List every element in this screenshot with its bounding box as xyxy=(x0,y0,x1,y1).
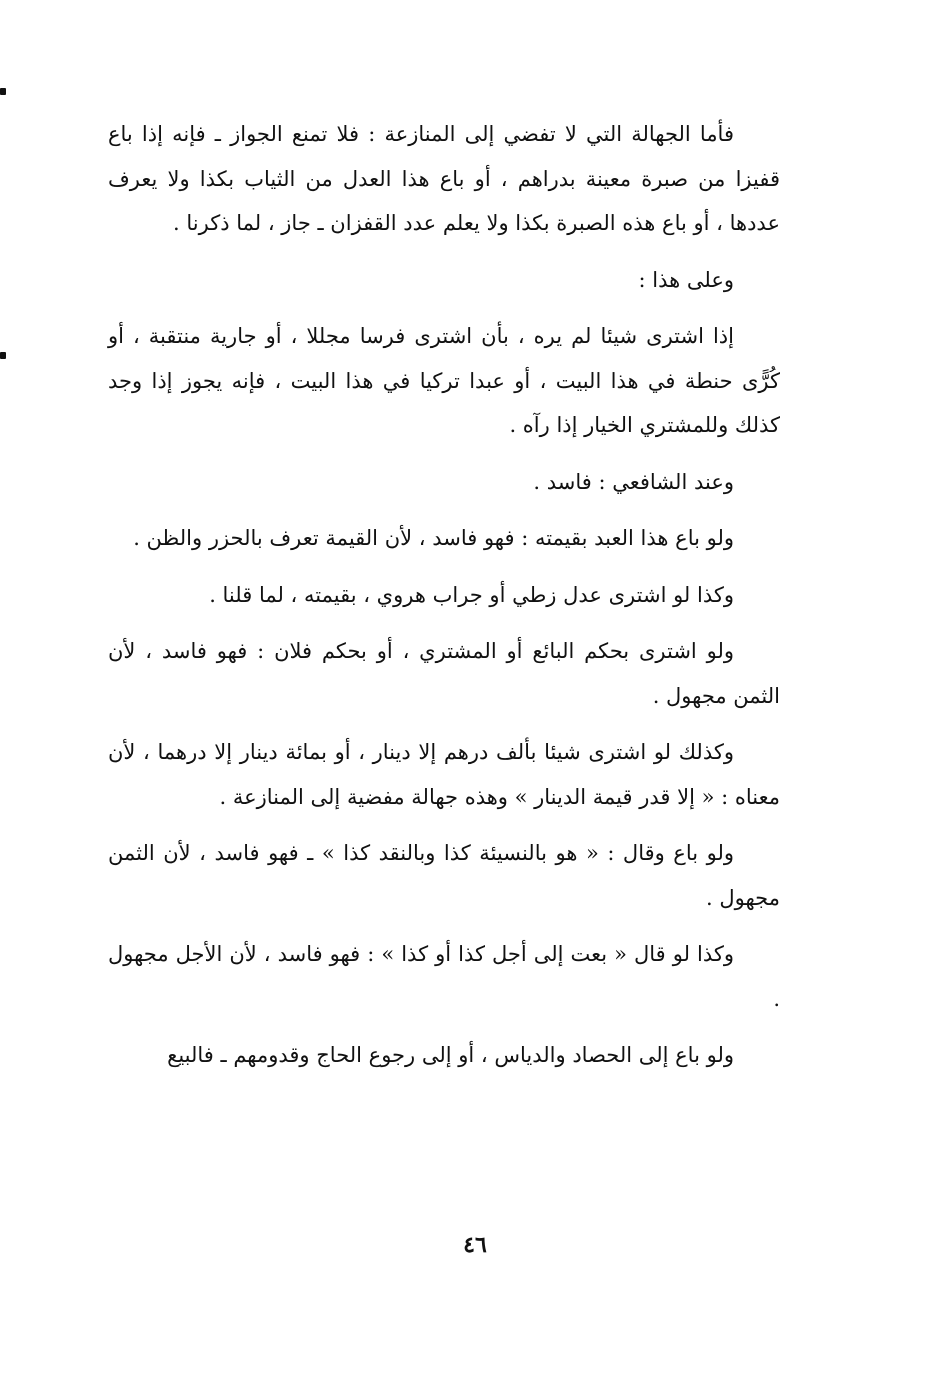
paragraph-10: وكذا لو قال « بعت إلى أجل كذا أو كذا » : فهو فاسد ، لأن الأجل مجهول . xyxy=(108,942,780,1011)
paragraph-4: وعند الشافعي : فاسد . xyxy=(533,469,734,494)
scan-edge-mark xyxy=(0,88,6,95)
paragraph-11: ولو باع إلى الحصاد والدياس ، أو إلى رجوع الحاج وقدومهم ـ فالبيع xyxy=(167,1043,734,1067)
paragraph-7: ولو اشترى بحكم البائع أو المشتري ، أو بحكم فلان : فهو فاسد ، لأن الثمن مجهول . xyxy=(108,639,780,708)
paragraph-3: إذا اشترى شيئا لم يره ، بأن اشترى فرسا مجللا ، أو جارية منتقبة ، أو كُرًّى حنطة في هذا البيت ، أو عبدا تركيا في هذا البيت ، فإنه يجوز إذا وجد كذلك وللمشتري الخيار إذا رآه . xyxy=(108,324,780,437)
paragraph-8: وكذلك لو اشترى شيئا بألف درهم إلا دينار ، أو بمائة دينار إلا درهما ، لأن معناه : « إلا قدر قيمة الدينار » وهذه جهالة مفضية إلى المنازعة . xyxy=(108,740,780,809)
paragraph-6: وكذا لو اشترى عدل زطي أو جراب هروي ، بقيمته ، لما قلنا . xyxy=(209,582,734,607)
paragraph-2: وعلى هذا : xyxy=(638,267,734,292)
paragraph-5: ولو باع هذا العبد بقيمته : فهو فاسد ، لأن القيمة تعرف بالحزر والظن . xyxy=(133,526,734,550)
scan-edge-mark xyxy=(0,352,6,359)
main-text xyxy=(108,112,780,1078)
page-number: ٤٦ xyxy=(463,1232,487,1258)
paragraph-9: ولو باع وقال : « هو بالنسيئة كذا وبالنقد كذا » ـ فهو فاسد ، لأن الثمن مجهول . xyxy=(108,841,780,910)
paragraph-1: فأما الجهالة التي لا تفضي إلى المنازعة : فلا تمنع الجواز ـ فإنه إذا باع قفيزا من صبرة معينة بدراهم ، أو باع هذا العدل من الثياب بكذا ولا يعرف عددها ، أو باع هذه الصبرة بكذا ولا يعلم عدد القفزان ـ جاز ، لما ذكرنا . xyxy=(108,122,780,235)
